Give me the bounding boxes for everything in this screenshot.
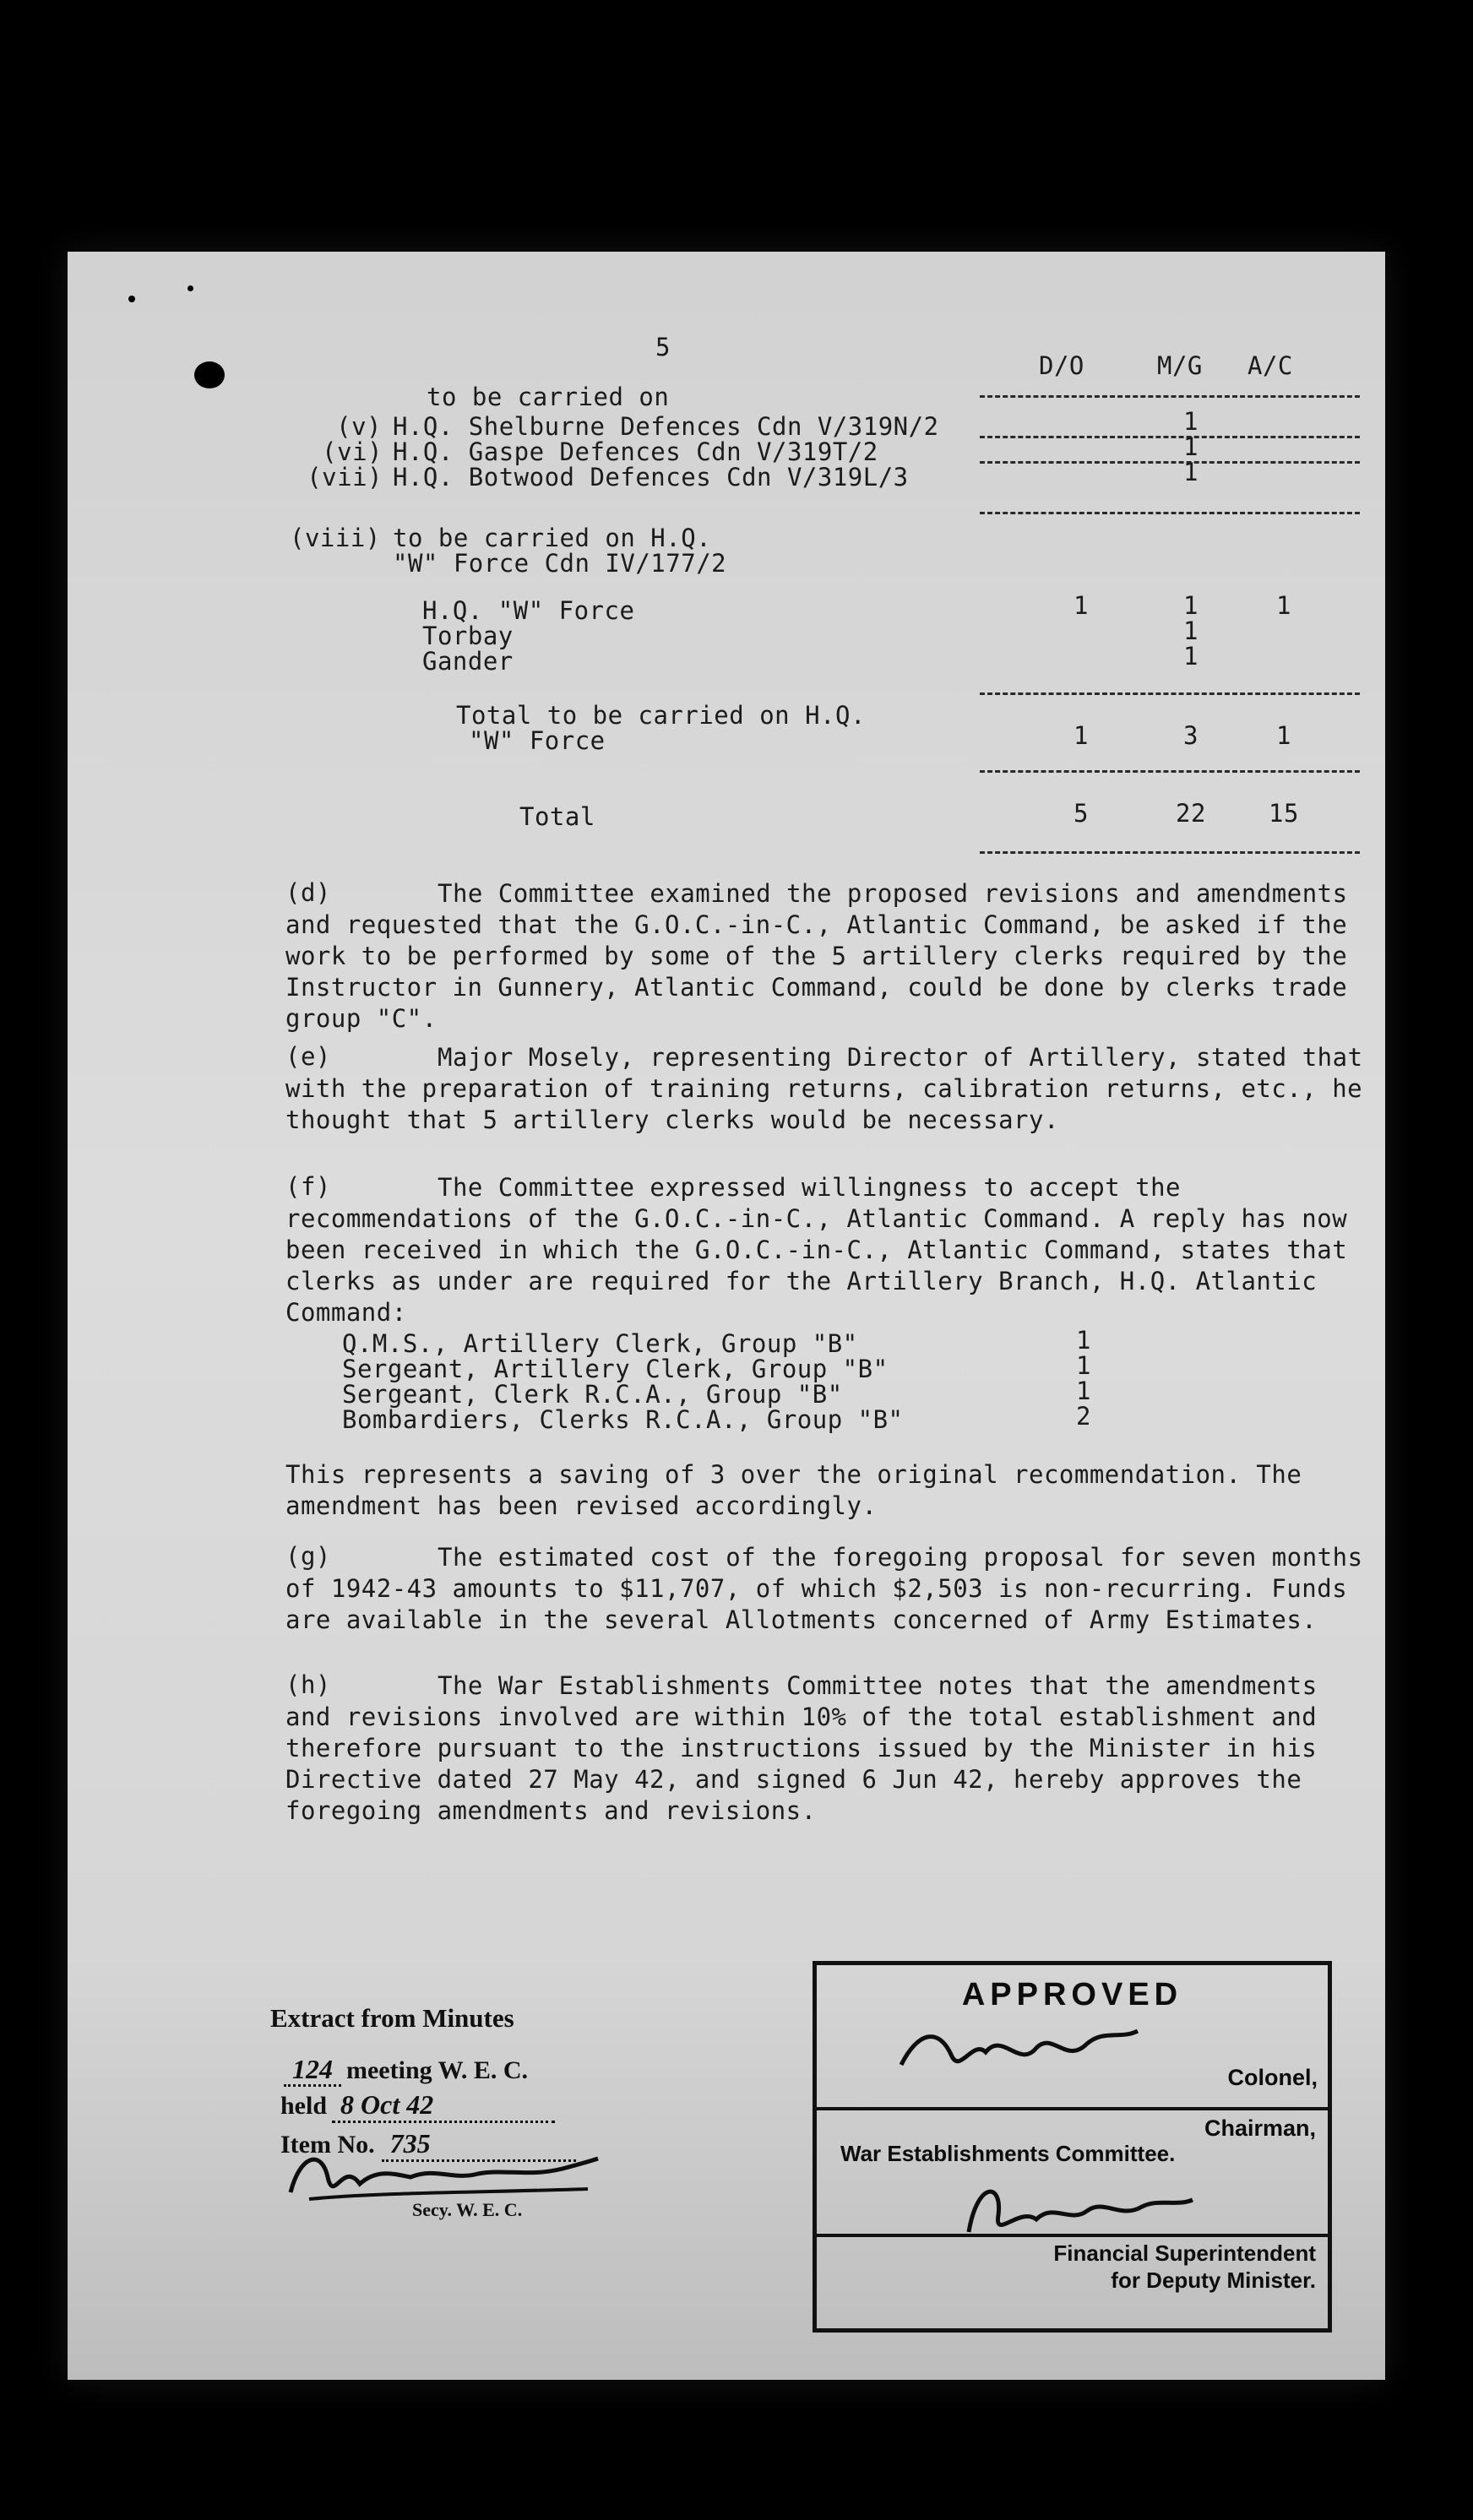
extract-held-label: held	[280, 2092, 328, 2120]
force-row-mg: 1	[1183, 591, 1199, 620]
para-g-label: (g)	[285, 1542, 331, 1571]
total-force-ac: 1	[1276, 721, 1291, 750]
hq-line-text: H.Q. Gaspe Defences Cdn V/319T/2	[393, 437, 878, 466]
column-header-do: D/O	[1039, 351, 1084, 380]
subtotal-rule	[980, 692, 1360, 695]
superintendent-signature	[952, 2173, 1205, 2249]
para-f-label: (f)	[285, 1172, 331, 1201]
carried-on-intro: to be carried on	[427, 383, 670, 411]
extract-item-num: 735	[382, 2128, 576, 2162]
para-d-label: (d)	[285, 878, 331, 907]
viii-line2: "W" Force Cdn IV/177/2	[393, 549, 727, 578]
hq-line-mg: 1	[1183, 458, 1199, 486]
colonel-signature	[893, 2014, 1146, 2090]
page-number: 5	[655, 333, 671, 361]
stamp-committee: War Establishments Committee.	[840, 2141, 1176, 2166]
force-row-label: Gander	[422, 647, 514, 676]
grand-total-ac: 15	[1269, 799, 1299, 828]
stamp-chairman: Chairman,	[1204, 2115, 1316, 2141]
para-h: The War Establishments Committee notes that the amendments and revisions involved are within 10% of the total establishment and therefore pursuant to the instructions issued by the Minister in his Directive dated 27 May 42, and signed 6 Jun 42, hereby approves the foregoing amendments and revisions.	[285, 1671, 1318, 1825]
extract-title: Extract from Minutes	[270, 2003, 514, 2033]
clerk-label: Bombardiers, Clerks R.C.A., Group "B"	[342, 1405, 904, 1434]
stamp-fin1: Financial Superintendent	[1053, 2240, 1316, 2266]
extract-held-date: 8 Oct 42	[332, 2089, 555, 2123]
total-rule	[980, 851, 1360, 854]
force-row-mg: 1	[1183, 616, 1199, 645]
section-rule	[980, 512, 1360, 514]
extract-item-label: Item No.	[280, 2131, 375, 2159]
column-header-mg: M/G	[1157, 351, 1203, 380]
para-e-label: (e)	[285, 1042, 331, 1071]
hq-line-text: H.Q. Shelburne Defences Cdn V/319N/2	[393, 412, 939, 441]
hq-line-num: (v)	[336, 412, 382, 441]
stamp-divider	[817, 2234, 1328, 2237]
total-label: Total	[519, 802, 595, 831]
clerk-count: 1	[1076, 1326, 1091, 1355]
extract-secy: Secy. W. E. C.	[412, 2199, 523, 2220]
para-h-label: (h)	[285, 1670, 331, 1699]
total-force-line2: "W" Force	[469, 726, 606, 755]
clerk-count: 1	[1076, 1377, 1091, 1405]
grand-total-do: 5	[1073, 799, 1089, 828]
stamp-fin2: for Deputy Minister.	[1111, 2267, 1316, 2293]
grand-total-mg: 22	[1176, 799, 1206, 828]
approval-stamp	[813, 1961, 1332, 2333]
force-row-do: 1	[1073, 591, 1089, 620]
stamp-title: APPROVED	[961, 1977, 1183, 2012]
hq-line-num: (vi)	[322, 437, 383, 466]
margin-speck	[128, 296, 135, 302]
hq-line-text: H.Q. Botwood Defences Cdn V/319L/3	[393, 463, 909, 492]
clerk-count: 2	[1076, 1402, 1091, 1431]
force-row-label: Torbay	[422, 622, 514, 650]
document-sheet	[68, 252, 1385, 2380]
subtotal-rule	[980, 770, 1360, 773]
clerk-label: Sergeant, Artillery Clerk, Group "B"	[342, 1355, 889, 1383]
para-f: The Committee expressed willingness to accept the recommendations of the G.O.C.-in-C., Atlantic Command. A reply has now been received in which the G.O.C.-in-C., Atlantic Command, states that clerks as under are required for the Artillery Branch, H.Q. Atlantic Command:	[285, 1173, 1348, 1327]
margin-speck	[188, 285, 193, 291]
column-header-ac: A/C	[1247, 351, 1293, 380]
saving-text: This represents a saving of 3 over the original recommendation. The amendment has been revised accordingly.	[285, 1460, 1302, 1520]
header-rule	[980, 395, 1360, 398]
stamp-divider	[817, 2107, 1328, 2110]
para-d: The Committee examined the proposed revisions and amendments and requested that the G.O.C.-in-C., Atlantic Command, be asked if the work to be performed by some of the 5 artillery clerks required by the Instructor in Gunnery, Atlantic Command, could be done by clerks trade group "C".	[285, 879, 1348, 1033]
force-row-mg: 1	[1183, 642, 1199, 671]
extract-meeting-num: 124	[284, 2054, 341, 2087]
hq-line-mg: 1	[1183, 407, 1199, 436]
punch-hole	[194, 361, 225, 388]
hq-line-mg: 1	[1183, 432, 1199, 461]
clerk-count: 1	[1076, 1351, 1091, 1380]
total-force-mg: 3	[1183, 721, 1199, 750]
total-force-do: 1	[1073, 721, 1089, 750]
viii-line1: to be carried on H.Q.	[393, 524, 712, 552]
force-row-label: H.Q. "W" Force	[422, 596, 635, 625]
clerk-label: Sergeant, Clerk R.C.A., Group "B"	[342, 1380, 843, 1409]
viii-num: (viii)	[290, 524, 381, 552]
stamp-colonel: Colonel,	[1227, 2065, 1318, 2090]
extract-meeting-label: meeting W. E. C.	[346, 2056, 529, 2084]
total-force-line1: Total to be carried on H.Q.	[456, 701, 866, 730]
clerk-label: Q.M.S., Artillery Clerk, Group "B"	[342, 1329, 858, 1358]
para-g: The estimated cost of the foregoing proposal for seven months of 1942-43 amounts to $11,707, of which $2,503 is non-recurring. Funds are available in the several Allotments concerned of Army Estimates.	[285, 1543, 1363, 1634]
force-row-ac: 1	[1276, 591, 1291, 620]
hq-line-num: (vii)	[307, 463, 383, 492]
para-e: Major Mosely, representing Director of Artillery, stated that with the preparation of training returns, calibration returns, etc., he thought that 5 artillery clerks would be necessary.	[285, 1043, 1363, 1134]
